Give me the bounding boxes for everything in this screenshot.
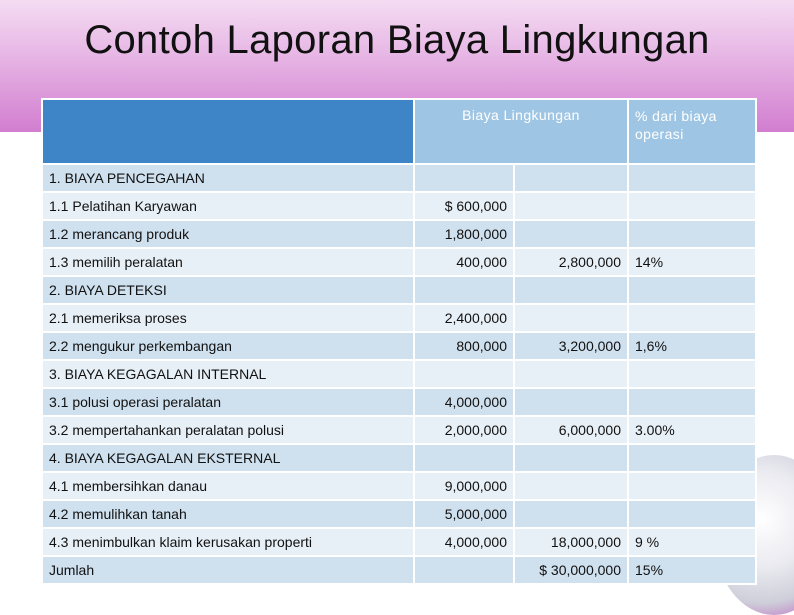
table-row	[42, 192, 756, 220]
row-percent	[628, 500, 756, 528]
row-percent: 15%	[628, 556, 756, 584]
row-subtotal	[514, 500, 628, 528]
row-percent	[628, 472, 756, 500]
row-amount: 9,000,000	[414, 472, 514, 500]
row-subtotal	[514, 304, 628, 332]
row-percent	[628, 164, 756, 192]
row-amount	[414, 164, 514, 192]
row-percent	[628, 360, 756, 388]
header-blank-cell	[42, 99, 414, 164]
row-amount: 400,000	[414, 248, 514, 276]
row-percent: 1,6%	[628, 332, 756, 360]
page-title: Contoh Laporan Biaya Lingkungan	[84, 18, 710, 62]
row-label: 2.2 mengukur perkembangan	[42, 332, 414, 360]
row-amount: $ 600,000	[414, 192, 514, 220]
row-subtotal: $ 30,000,000	[514, 556, 628, 584]
table-row	[42, 164, 756, 192]
row-label: 4.2 memulihkan tanah	[42, 500, 414, 528]
row-label: 2.1 memeriksa proses	[42, 304, 414, 332]
table-row	[42, 444, 756, 472]
table-row	[42, 472, 756, 500]
row-subtotal: 2,800,000	[514, 248, 628, 276]
table-row	[42, 528, 756, 556]
row-percent	[628, 444, 756, 472]
row-amount: 2,000,000	[414, 416, 514, 444]
table-row	[42, 220, 756, 248]
row-subtotal: 18,000,000	[514, 528, 628, 556]
row-subtotal	[514, 444, 628, 472]
table-row	[42, 332, 756, 360]
row-amount	[414, 556, 514, 584]
row-amount: 4,000,000	[414, 528, 514, 556]
header-percent-operasi: % dari biaya operasi	[628, 99, 756, 164]
row-amount: 4,000,000	[414, 388, 514, 416]
row-percent	[628, 388, 756, 416]
row-percent	[628, 304, 756, 332]
row-label: 4.1 membersihkan danau	[42, 472, 414, 500]
table-row	[42, 500, 756, 528]
row-amount	[414, 444, 514, 472]
row-percent	[628, 192, 756, 220]
row-percent	[628, 220, 756, 248]
row-label: 3. BIAYA KEGAGALAN INTERNAL	[42, 360, 414, 388]
row-amount: 2,400,000	[414, 304, 514, 332]
header-biaya-lingkungan: Biaya Lingkungan	[414, 99, 628, 164]
cost-report-table	[41, 98, 757, 585]
row-label: 1.2 merancang produk	[42, 220, 414, 248]
table-row	[42, 416, 756, 444]
row-label: 3.2 mempertahankan peralatan polusi	[42, 416, 414, 444]
row-label: 1. BIAYA PENCEGAHAN	[42, 164, 414, 192]
table-row	[42, 248, 756, 276]
table-row	[42, 276, 756, 304]
row-percent	[628, 276, 756, 304]
row-percent: 9 %	[628, 528, 756, 556]
row-amount	[414, 276, 514, 304]
row-subtotal: 6,000,000	[514, 416, 628, 444]
table-header-row	[42, 99, 756, 164]
row-label: 2. BIAYA DETEKSI	[42, 276, 414, 304]
table-row	[42, 388, 756, 416]
table-row	[42, 556, 756, 584]
row-subtotal	[514, 388, 628, 416]
row-label: 1.3 memilih peralatan	[42, 248, 414, 276]
row-amount: 5,000,000	[414, 500, 514, 528]
row-subtotal	[514, 192, 628, 220]
row-subtotal	[514, 360, 628, 388]
row-percent: 3.00%	[628, 416, 756, 444]
table-row	[42, 360, 756, 388]
row-subtotal	[514, 164, 628, 192]
row-subtotal	[514, 472, 628, 500]
row-amount: 800,000	[414, 332, 514, 360]
row-amount	[414, 360, 514, 388]
row-label: 4. BIAYA KEGAGALAN EKSTERNAL	[42, 444, 414, 472]
row-percent: 14%	[628, 248, 756, 276]
row-subtotal	[514, 276, 628, 304]
table-row	[42, 304, 756, 332]
row-label: Jumlah	[42, 556, 414, 584]
row-amount: 1,800,000	[414, 220, 514, 248]
row-label: 3.1 polusi operasi peralatan	[42, 388, 414, 416]
row-label: 4.3 menimbulkan klaim kerusakan properti	[42, 528, 414, 556]
row-subtotal: 3,200,000	[514, 332, 628, 360]
row-subtotal	[514, 220, 628, 248]
row-label: 1.1 Pelatihan Karyawan	[42, 192, 414, 220]
